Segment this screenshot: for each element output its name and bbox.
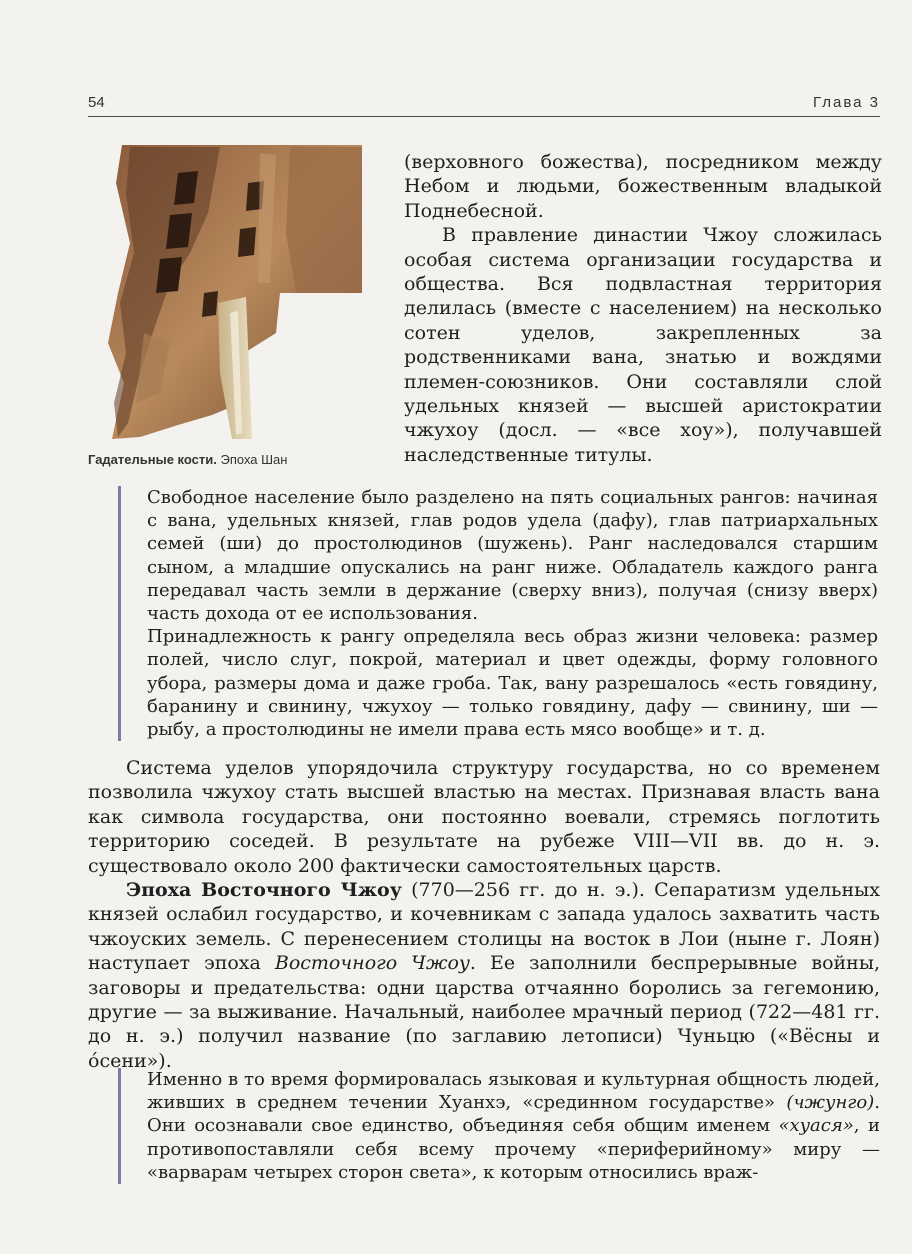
- chapter-label: Глава 3: [812, 94, 880, 111]
- paragraph: В правление династии Чжоу сложилась особая система организации государства и общества. Вся подвластная территория делилась (вместе с населением) на несколько сотен уделов, закрепленных за родственниками вана, знатью и вождями племен-союзников. Они составляли слой удельных князей — высшей аристократии чжухоу (досл. — «все хоу»), получавшей наследственные титулы.: [404, 224, 882, 466]
- main-text: [88, 756, 880, 1073]
- sidebar-block-identity: [118, 1068, 880, 1184]
- paragraph: Принадлежность к рангу определяла весь образ жизни человека: размер полей, число слуг, покрой, материал и цвет одежды, форму головного убора, размеры дома и даже гроба. Так, вану разрешалось «есть говядину, баранину и свинину, чжухоу — только говядину, дафу — свинину, ши — рыбу, а простолюдины не имели права есть мясо вообще» и т. д.: [147, 626, 878, 741]
- page-header: [88, 92, 880, 117]
- sidebar-block-ranks: [118, 486, 878, 741]
- emphasis: Восточного Чжоу: [274, 952, 470, 975]
- caption-detail: Эпоха Шан: [216, 452, 288, 467]
- paragraph: (верховного божества), посредником между Небом и людьми, божественным владыкой Поднебесной.: [404, 151, 882, 222]
- section-heading: Эпоха Восточного Чжоу: [126, 879, 402, 902]
- figure-caption: [88, 452, 378, 467]
- paragraph: Эпоха Восточного Чжоу (770—256 гг. до н. э.). Сепаратизм удельных князей ослабил государство, и кочевникам с запада удалось захватить часть чжоуских земель. С перенесением столицы на восток в Лои (ныне г. Лоян) наступает эпоха Восточного Чжоу. Ее заполнили беспрерывные войны, заговоры и предательства: одни царства отчаянно боролись за гегемонию, другие — за выживание. Начальный, наиболее мрачный период (722—481 гг. до н. э.) получил название (по заглавию летописи) Чуньцю («Вёсны и óсени»).: [88, 879, 881, 1072]
- emphasis: «хуася»: [778, 1115, 854, 1137]
- oracle-bones-photo: [100, 143, 362, 440]
- paragraph: Система уделов упорядочила структуру государства, но со временем позволила чжухоу стать высшей властью на местах. Признавая власть вана как символа государства, они постоянно воевали, стремясь поглотить территорию соседей. В результате на рубеже VIII—VII вв. до н. э. существовало около 200 фактически самостоятельных царств.: [88, 757, 880, 877]
- wrapped-text: [404, 150, 882, 467]
- page-number: 54: [88, 94, 105, 111]
- paragraph: Именно в то время формировалась языковая и культурная общность людей, живших в среднем течении Хуанхэ, «срединном государстве» (чжунго). Они осознавали свое единство, объединяя себя общим именем «хуася», и противопоставляли себя всему прочему «периферийному» миру — «варварам четырех сторон света», к которым относились враж-: [147, 1069, 880, 1183]
- caption-title: Гадательные кости.: [88, 452, 217, 467]
- emphasis: (чжунго): [786, 1092, 875, 1114]
- paragraph: Свободное население было разделено на пять социальных рангов: начиная с вана, удельных князей, глав родов удела (дафу), глав патриархальных семей (ши) до простолюдинов (шужень). Ранг наследовался старшим сыном, а младшие опускались на ранг ниже. Обладатель каждого ранга передавал часть земли в держание (сверху вниз), получая (снизу вверх) часть дохода от ее использования.: [147, 487, 878, 625]
